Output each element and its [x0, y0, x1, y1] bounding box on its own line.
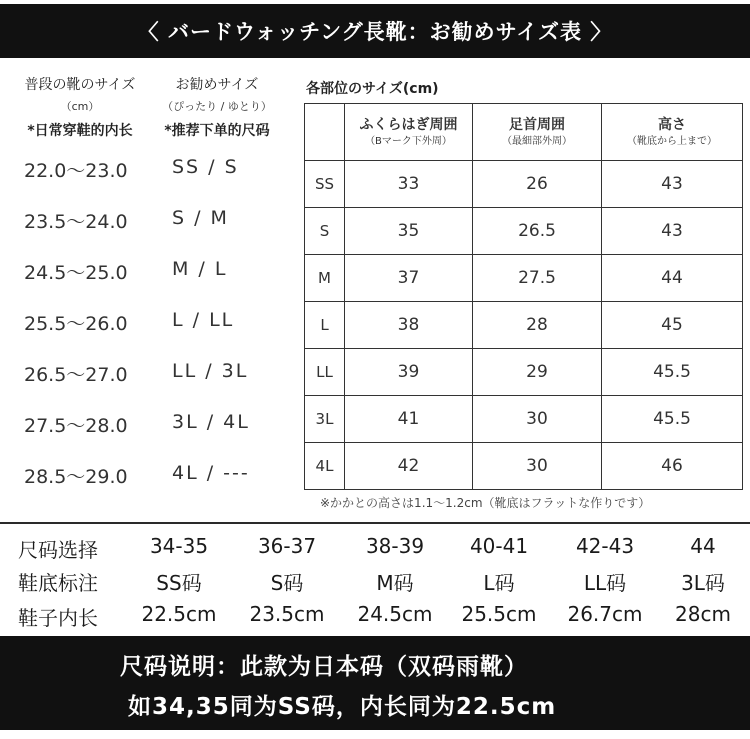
cn-row-value: 26.7cm [567, 602, 643, 626]
header-banner [0, 4, 750, 58]
table-row [305, 208, 743, 255]
cn-row-value: M码 [376, 571, 414, 595]
left-col2-sub: （ぴったり / ゆとり） [162, 100, 272, 113]
left-row-rec: L / LL [172, 309, 235, 331]
size-cell: M [305, 255, 345, 302]
cn-row-value: 3L码 [681, 571, 725, 595]
height-header-label: 高さ [658, 117, 686, 134]
left-row-rec: SS / S [172, 156, 239, 178]
height-header-sub: （靴底から上まで） [627, 135, 717, 147]
ankle-header [473, 104, 602, 161]
cn-marking-row [0, 567, 750, 597]
calf-cell: 33 [345, 161, 473, 208]
ankle-cell: 29 [473, 349, 602, 396]
cn-row-label: 鞋子内长 [18, 606, 98, 630]
cn-row-label: 鞋底标注 [18, 571, 98, 595]
calf-header-sub: （Bマーク下外周） [365, 135, 452, 147]
height-cell: 45.5 [602, 349, 743, 396]
calf-cell: 39 [345, 349, 473, 396]
left-row [0, 258, 300, 284]
cn-row-value: 42-43 [575, 534, 635, 558]
left-row-rec: S / M [172, 207, 229, 229]
cn-inner-length-row [0, 602, 750, 632]
cn-row-value: 28cm [675, 602, 731, 626]
left-row-range: 25.5～26.0 [24, 313, 128, 335]
size-cell: LL [305, 349, 345, 396]
left-row [0, 156, 300, 182]
height-cell: 46 [602, 443, 743, 490]
cn-row-value: 25.5cm [461, 602, 537, 626]
left-col1-header [14, 74, 146, 140]
table-row [305, 161, 743, 208]
footer-banner [0, 636, 750, 730]
left-col1-title: 普段の靴のサイズ [24, 77, 136, 93]
height-cell: 45.5 [602, 396, 743, 443]
cn-row-value: 22.5cm [141, 602, 217, 626]
left-row [0, 360, 300, 386]
table-row [305, 302, 743, 349]
left-row [0, 309, 300, 335]
cn-row-value: 34-35 [149, 534, 209, 558]
table-row [305, 396, 743, 443]
size-table [304, 103, 743, 490]
left-row [0, 462, 300, 488]
height-cell: 45 [602, 302, 743, 349]
calf-cell: 37 [345, 255, 473, 302]
left-row-rec: 4L / --- [172, 462, 250, 484]
height-header [602, 104, 743, 161]
ankle-cell: 26.5 [473, 208, 602, 255]
size-cell: 4L [305, 443, 345, 490]
cn-row-value: SS码 [156, 571, 202, 595]
height-cell: 43 [602, 208, 743, 255]
table-row [305, 255, 743, 302]
heel-height-note: ※かかとの高さは1.1～1.2cm（靴底はフラットな作りです） [320, 496, 651, 510]
left-col1-sub: （cm） [60, 100, 100, 113]
size-cell: SS [305, 161, 345, 208]
ankle-header-label: 足首周囲 [509, 117, 565, 134]
left-row-rec: 3L / 4L [172, 411, 250, 433]
cn-row-value: LL码 [583, 571, 627, 595]
left-col1-cn: *日常穿鞋的内长 [27, 123, 133, 139]
size-cell: L [305, 302, 345, 349]
table-row [305, 443, 743, 490]
calf-header [345, 104, 473, 161]
cn-row-value: 23.5cm [249, 602, 325, 626]
cn-row-value: 40-41 [469, 534, 529, 558]
cn-row-value: L码 [483, 571, 515, 595]
size-header-blank [305, 104, 345, 161]
left-row-range: 27.5～28.0 [24, 415, 128, 437]
left-row-range: 24.5～25.0 [24, 262, 128, 284]
height-cell: 43 [602, 161, 743, 208]
left-row-range: 23.5～24.0 [24, 211, 128, 233]
left-col2-header [150, 74, 284, 140]
ankle-cell: 26 [473, 161, 602, 208]
section-divider [0, 522, 750, 524]
ankle-cell: 30 [473, 396, 602, 443]
footer-line-2: 如34,35同为SS码，内长同为22.5cm [128, 694, 557, 720]
calf-cell: 35 [345, 208, 473, 255]
cn-row-value: 44 [690, 534, 716, 558]
cn-row-value: 38-39 [365, 534, 425, 558]
left-row-range: 26.5～27.0 [24, 364, 128, 386]
size-cell: S [305, 208, 345, 255]
left-row [0, 207, 300, 233]
calf-header-label: ふくらはぎ周囲 [359, 117, 458, 134]
header-title: 〈 バードウォッチング長靴：お勧めサイズ表 〉 [137, 20, 613, 44]
ankle-cell: 28 [473, 302, 602, 349]
left-row-rec: M / L [172, 258, 228, 280]
cn-row-value: S码 [270, 571, 304, 595]
size-table-title: 各部位のサイズ(cm) [306, 81, 439, 97]
cn-size-row [0, 534, 750, 564]
ankle-header-sub: （最細部外周） [502, 135, 572, 147]
calf-cell: 38 [345, 302, 473, 349]
left-row-range: 28.5～29.0 [24, 466, 128, 488]
left-row-rec: LL / 3L [172, 360, 249, 382]
ankle-cell: 27.5 [473, 255, 602, 302]
height-cell: 44 [602, 255, 743, 302]
size-cell: 3L [305, 396, 345, 443]
ankle-cell: 30 [473, 443, 602, 490]
table-row [305, 349, 743, 396]
footer-line-1: 尺码说明：此款为日本码（双码雨靴） [120, 654, 528, 680]
left-row [0, 411, 300, 437]
cn-row-value: 24.5cm [357, 602, 433, 626]
size-table-header-row [305, 104, 743, 161]
cn-row-label: 尺码选择 [18, 538, 98, 562]
left-col2-cn: *推荐下单的尺码 [164, 123, 270, 139]
cn-row-value: 36-37 [257, 534, 317, 558]
calf-cell: 42 [345, 443, 473, 490]
left-col2-title: お勧めサイズ [175, 77, 259, 93]
calf-cell: 41 [345, 396, 473, 443]
left-row-range: 22.0～23.0 [24, 160, 128, 182]
